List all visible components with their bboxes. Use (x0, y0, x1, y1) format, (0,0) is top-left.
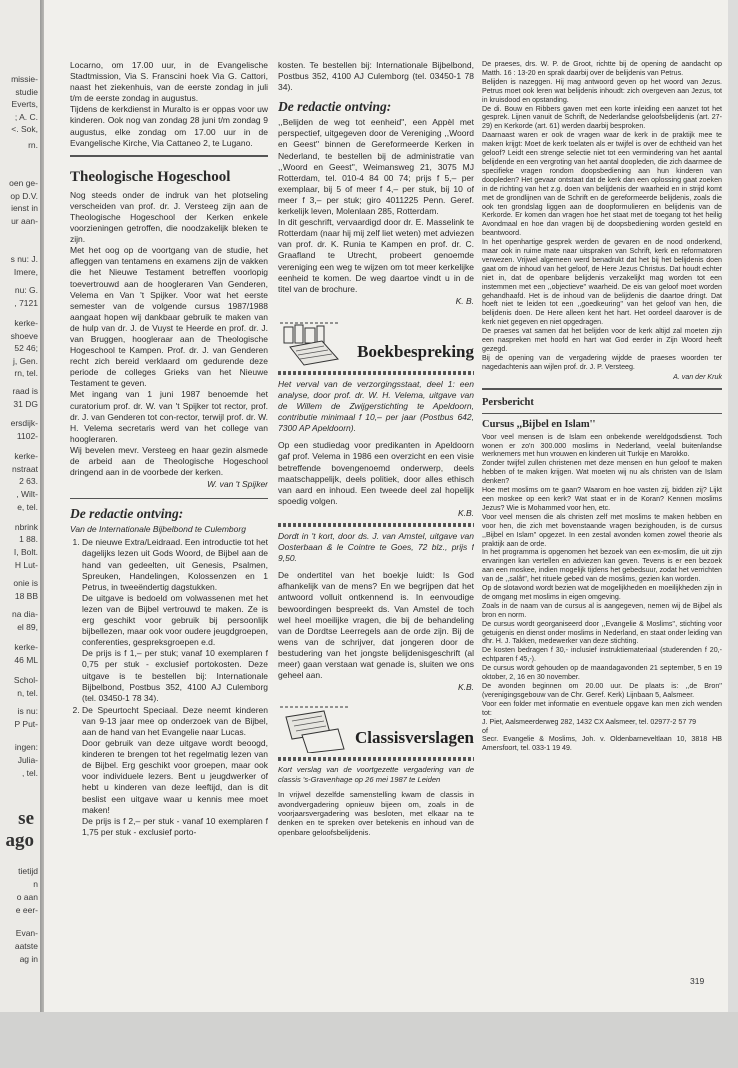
margin-fragment: missie- (11, 74, 38, 84)
hogeschool-heading: Theologische Hogeschool (70, 168, 231, 185)
margin-fragment: o aan (16, 892, 38, 902)
column-1 (70, 60, 268, 839)
margin-fragment: n (33, 879, 38, 889)
classis-paragraph-7: Bij de opening van de vergadering wijdde de praeses woorden ter nagedachtenis aan wijlen prof. dr. J. P. Versteeg. (482, 353, 722, 371)
margin-fragment: raad is (12, 386, 38, 396)
margin-fragment: rn. (28, 140, 38, 150)
margin-fragment: Imere, (13, 267, 38, 277)
margin-heading-fragment: se (18, 808, 34, 829)
section-divider (278, 757, 474, 761)
cursus-paragraph: Zoals in de naam van de cursus al is aangegeven, nemen wij de Bijbel als bron en norm. (482, 601, 722, 619)
persbericht-heading: Persbericht (482, 396, 534, 408)
margin-fragment: rn, tel. (14, 368, 38, 378)
signature-kb-2: K.B. (457, 507, 474, 518)
margin-fragment: P Put- (14, 719, 38, 729)
classis-paragraph-2: Belijden is nazeggen. Hij mag antwoord geven op het woord van Jezus. Petrus moet ook leren wat belijdenis inhoudt: zich overgeven aan Jezus, tot in kruisdood en opstanding. (482, 77, 722, 104)
margin-fragment: Everts, (11, 99, 38, 109)
redactie-heading-1: De redactie ontving: (70, 506, 184, 522)
hogeschool-paragraph-4: Wij bevelen mevr. Versteeg en haar gezin alsmede de arbeid aan de Theologische Hogeschool dringend aan in de voorbede der kerken. (70, 444, 268, 478)
margin-fragment: shoeve (10, 331, 38, 341)
margin-fragment: n, tel. (17, 688, 38, 698)
classis-signature: A. van der Kruk (673, 372, 722, 381)
classis-paragraph-3: De di. Bouw en Ribbers gaven met een korte inleiding een aanzet tot het gesprek. Lijnen vanuit de Schrift, de Nederlandse geloofsbelijdenis (art. 27-29) en Kerkorde (art. 61) werden daarbij besproken. (482, 104, 722, 131)
classis-paragraph-5: In het openhartige gesprek werden de gevaren en de nood onderkend, maar ook in ruime mate naar uitspraken van Schrift, kerk en reformatoren verwezen. Vrijwel algemeen werd benadrukt dat het bij het belijdenis doen gaat om de inhoud van het geloof, de Here Jezus Christus. Dat houdt echter niet in, dat de openbare belijdenis verzakelijkt mag worden tot een instemmen met een ,,objectieve'' waarheid. De eis van geloof moet worden gehandhaafd. Het is de inhoud van de belijdenis die daartoe dringt. Dat hoeft niet te leiden tot een ,,goedkeuring'' van het geloof van hen, die belijdenis doen. De Here alleen kent het hart. Het oordeel daarover is de kerk niet gegeven en niet opgedragen. (482, 238, 722, 327)
margin-fragment: ienst in (11, 203, 38, 213)
margin-fragment: ag in (19, 954, 38, 964)
margin-fragment: 31 DG (13, 399, 38, 409)
margin-fragment: na dia- (12, 609, 38, 619)
contact-address-1: J. Piet, Aalsmeerderweg 282, 1432 CX Aalsmeer, tel. 02977-2 57 79 (482, 717, 697, 726)
margin-fragment: ingen: (14, 742, 38, 752)
signature-kb-3: K.B. (457, 682, 474, 693)
velema-review-body: Op een studiedag voor predikanten in Apeldoorn gaf prof. Velema in 1986 een overzicht en een visie betreffende bovengenoemd onderwerp, deels maatschappelijk, deels politiek, door alles ethisch van aard en inhoud. Een tweede deel zal hopelijk spoedig volgen. (278, 440, 474, 506)
cursus-paragraph: In het programma is opgenomen het bezoek van een ex-moslim, die uit zijn ervaringen kan vertellen en adviezen kan geven. Tevens is er een bezoek aan een moskee, indien mogelijk tijdens het gebedsuur, zodat het verrichten van de ,,salât'', het rituele gebed van de moslims, gezien kan worden. (482, 548, 722, 584)
margin-fragment: Evan- (15, 928, 38, 938)
margin-fragment: oen ge- (9, 178, 38, 188)
redactie-subheading: Van de Internationale Bijbelbond te Culemborg (70, 524, 246, 535)
bijbelbond-continuation: kosten. Te bestellen bij: Internationale Bijbelbond, Postbus 352, 4100 AJ Culemborg (tel. 03450-1 78 34). (278, 60, 474, 93)
column-3 (482, 60, 722, 753)
section-divider (70, 498, 268, 499)
list-item (82, 537, 268, 703)
item1-paragraph-b: De uitgave is bedoeld om volwassenen met het lezen van de Bijbel vertrouwd te maken. Ze is erg geschikt voor gebruik bij persoonlijk bijbellezen, maar ook voor oudere jeugdgroepen, conferenties, gespreksgroepen e.d. (82, 592, 268, 648)
cursus-paragraph: Voor een folder met informatie en eventuele opgave kan men zich wenden tot: (482, 699, 722, 717)
margin-fragment: s nu: J. (10, 254, 38, 264)
margin-fragment: ur aan- (11, 216, 38, 226)
margin-fragment: Schol- (13, 675, 38, 685)
cursus-paragraph: Zonder twijfel zullen christenen met deze mensen en hun geloof te maken hebben of te maken krijgen. Wat moeten wij nu als christen van de Islam denken? (482, 459, 722, 486)
margin-fragment: 18 BB (14, 591, 38, 601)
classis-report-subtitle: Kort verslag van de voortgezette vergadering van de classis 's-Gravenhage op 26 mei 1987 te Leiden (278, 765, 474, 784)
margin-fragment: ersdijk- (10, 418, 38, 428)
classis-paragraph-6: De praeses vat samen dat het belijden voor de kerk altijd zal moeten zijn een naspreken met hoofd en hart wat God eerder in Zijn Woord heeft gezegd. (482, 327, 722, 353)
section-divider (482, 388, 722, 390)
margin-fragment: 2 63. (19, 476, 38, 486)
margin-fragment: kerke- (14, 318, 38, 328)
cursus-paragraph: De avonden beginnen om 20.00 uur. De plaats is: ,,de Bron'' (verenigingsgebouw van de Chr. Geref. Kerk) Lijnbaan 5, Aalsmeer. (482, 682, 722, 699)
margin-fragment: e, tel. (17, 502, 38, 512)
dordt-review-title: Dordt in 't kort, door ds. J. van Amstel, uitgave van Oosterbaan & le Cointre te Goes, 72 blz., prijs f 9,50. (278, 531, 474, 564)
margin-fragment: tietijd (18, 866, 38, 876)
list-item (82, 705, 268, 838)
item2-paragraph-b: Door gebruik van deze uitgave wordt beoogd, kinderen te brengen tot het regelmatig lezen van de Bijbel. Erg geschikt voor groepen, maar ook voor individuele lezers. Bent u jeugdwerker of hebt u kinderen van deze leeftijd, dan is dit beslist een uitgave waar u kennis mee moet maken! (82, 738, 268, 815)
item2-paragraph-a: 2. De Speurtocht Speciaal. Deze neemt kinderen van 9-13 jaar mee op onderzoek van de Bijbel, aan de hand van het Evangelie naar Lucas. (82, 704, 268, 737)
margin-heading-fragment: ago (5, 830, 34, 851)
margin-fragment: , 7121 (14, 298, 38, 308)
cursus-paragraph: Voor veel mensen is de Islam een onbekende wereldgodsdienst. Toch wonen er zo'n 300.000 moslims in Nederland, veelal buitenlandse werknemers met hun vrouwen en kinderen uit Turkije en Marokko. (482, 432, 722, 459)
hogeschool-paragraph-1: Nog steeds onder de indruk van het plotseling verscheiden van prof. dr. J. Versteeg zijn aan de Theologische Hogeschool der Kerken enkele voorzieningen getroffen, die noodzakelijk bleken te zijn. (70, 189, 268, 245)
hogeschool-signature: W. van 't Spijker (207, 479, 268, 490)
cursus-paragraph: Hoe met moslims om te gaan? Waarom en hoe vasten zij, bidden zij? Lijkt een moskee op een kerk? Wat staat er in de Koran? Kennen moslims Jezus? Wie is Mohammed voor hen, etc. (482, 486, 722, 512)
signature-kb: K. B. (455, 295, 474, 306)
locarno-paragraph: Locarno, om 17.00 uur, in de Evangelische Stadtmission, Via S. Franscini hoek Via G. Cattori, naast het ziekenhuis, van de eerste zondag in juli t/m de eerste zondag in augustus. (70, 60, 268, 104)
contact-address-2: Secr. Evangelie & Moslims, Joh. v. Oldenbarneveltlaan 10, 3818 HB Amersfoort, tel. 033-1 19 49. (482, 735, 722, 753)
section-divider (278, 523, 474, 527)
classis-report-intro: In vrijwel dezelfde samenstelling kwam de classis in avondvergadering opnieuw bijeen om, zoals in de voorjaarsvergadering was besloten, met elkaar na te denken en te spreken over betekenis en inhoud van de openbare geloofsbelijdenis. (278, 790, 474, 837)
margin-fragment: 1 88. (19, 534, 38, 544)
margin-fragment: , Wilt- (16, 489, 38, 499)
kerkdienst-paragraph: Tijdens de kerkdienst in Muralto is er oppas voor uw kinderen. Ook nog van zondag 28 juni t/m zondag 9 augustus, elke zondag om 17.00 uur in de Evangelische Kirche, Via Cattaneo 2, te Lugano. (70, 104, 268, 148)
cursus-paragraph: De kosten bedragen f 30,- inclusief instruktiemateriaal (studerenden f 20,- echtparen f 45,-). (482, 646, 722, 664)
margin-fragment: I, Bolt. (13, 547, 38, 557)
hogeschool-paragraph-2: Met het oog op de voortgang van de studie, het afleggen van tentamens en examens zijn de vakken die het Nieuwe Testament betreffen voorlopig toevertrouwd aan de hoogleraren Van Genderen, Velema en Van 't Spijker. Voor wat het eerste semester van de volgende cursus 1987/1988 aangaat hopen wij dankbaar gebruik te maken van de hulp van dr. J. de Vuyst te Heerde en prof. dr. J. van Bruggen, hoogleraar aan de Theologische Hogeschool te Kampen. Prof. dr. J. van Genderen recht zich bereid verklaard om gedurende deze periode de colleges Grieks van het Nieuwe Testament te geven. (70, 245, 268, 389)
boekbespreking-banner (278, 313, 474, 367)
margin-fragment: op D.V. (10, 191, 38, 201)
classis-paragraph-4: Daarnaast waren er ook de vragen waar de kerk in de praktijk mee te maken krijgt: Moet de kerk toelaten als er twijfel is over de echtheid van het geloof? Leidt een strenge selectie niet tot een vermindering van het aantal belijdende en een vergroting van het aantal doopleden, die zich daarmee de specifieke vragen rondom doopsbediening aan hun kinderen van doopleden? Het gevaar ontstaat dat de kerk dan een oplossing gaat zoeken in de richting van het z.g. doen van belijdenis der waarheid en in strijd komt met de grondlijnen van de Schrift en de gereformeerde belijdenis, zoals die ook ten grondslag liggen aan de doopformulieren en belijdenis van de Kerkorde. Er komen dan vragen hoe het staat met de toegang tot het heilig Avondmaal en hoe dan vragen bij de doopsbediening worden gesteld en beantwoord. (482, 131, 722, 238)
margin-fragment: H Lut- (14, 560, 38, 570)
scan-bottom-edge (0, 1012, 738, 1068)
margin-fragment: Julia- (17, 755, 38, 765)
margin-fragment: aatste (14, 941, 38, 951)
page-number: 319 (690, 976, 705, 986)
classisverslagen-banner (278, 699, 474, 753)
margin-fragment: studie (15, 87, 38, 97)
cursus-heading: Cursus ,,Bijbel en Islam'' (482, 418, 596, 430)
margin-fragment: j, Gen. (12, 356, 38, 366)
item1-paragraph-c: De prijs is f 1,– per stuk; vanaf 10 exemplaren f 0,75 per stuk - exclusief portokosten. Deze uitgave is te bestellen bij: Internationale Bijbelbond, Postbus 352, 4100 AJ Culemborg (tel. 03450-1 78 34). (82, 648, 268, 703)
margin-fragment: kerke- (14, 642, 38, 652)
classisverslagen-heading: Classisverslagen (355, 728, 474, 748)
cursus-paragraph: De cursus wordt georganiseerd door ,,Evangelie & Moslims'', stichting voor getuigenis en dienst onder moslims in Nederland, en staat onder leiding van dhr. H. J. Takken, medewerker van deze stichting. (482, 619, 722, 646)
cursus-paragraph: Op de slotavond wordt bezien wat de mogelijkheden en moeilijkheden zijn in de omgang met moslims in eigen omgeving. (482, 584, 722, 601)
margin-fragment: nstraat (12, 464, 38, 474)
dordt-review-body: De ondertitel van het boekje luidt: Is God afhankelijk van de mens? En we begrijpen dat het antwoord volluit ontkennend is. In eenvoudige bewoordingen bespreekt ds. Van Amstel de toch wel heel moeilijke vragen, die bij de behandeling van de Dordtse Leerregels aan de orde zijn. Bij de wens van de schrijver, dat jongeren door de bestudering van het jongste belijdenisgeschrift (al meer) gaan verstaan wat genade is, sluiten we ons geheel aan. (278, 570, 474, 681)
hogeschool-paragraph-3: Met ingang van 1 juni 1987 benoemde het curatorium prof. dr. W. van 't Spijker tot rector, prof. dr. J. van Genderen tot con-rector, terwijl prof. dr. W. H. Velema secretaris werd van het college van hoogleraren. (70, 389, 268, 444)
redactie-list (70, 537, 268, 838)
margin-fragment: 1102- (16, 431, 38, 441)
margin-fragment: <. Sok, (11, 124, 38, 134)
margin-fragment: 46 ML (14, 655, 38, 665)
margin-fragment: el 89, (17, 622, 38, 632)
margin-fragment: 52 46; (14, 343, 38, 353)
item1-paragraph-a: 1. De nieuwe Extra/Leidraad. Een introductie tot het dagelijks lezen uit Gods Woord, de Bijbel aan de hand van gedeelten, uit Genesis, Psalmen, Spreuken, Handelingen, Kolossenzen en 1 Petrus, in tweeëndertig dagstukken. (82, 537, 268, 592)
margin-fragment: e eer- (15, 905, 38, 915)
item2-paragraph-c: De prijs is f 2,– per stuk - vanaf 10 exemplaren f 1,75 per stuk - exclusief porto- (82, 815, 268, 837)
margin-fragment: nu: G. (14, 285, 38, 295)
margin-fragment: onie is (13, 578, 38, 588)
belijden-paragraph: ,,Belijden de weg tot eenheid'', een Appèl met perspectief, uitgegeven door de Vereniging ,,Woord en Geest'' binnen de Gereformeerde Kerken in Nederland, te bestellen bij de administratie van ,,Woord en Geest'', Weimansweg 21, 3075 MJ Rotterdam, tel. 010-4 84 00 74; prijs f 5,– per exemplaar, bij 5 of meer f 4,– per stuk, bij 10 of meer f 3,– per stuk; giro 4011225 Penn. Geref. kerkelijk leven, Molenlaan 285, Rotterdam. (278, 117, 474, 217)
contact-or: of (482, 726, 488, 735)
section-divider (70, 155, 268, 157)
cursus-paragraph: Voor veel mensen die als christen zelf met moslims te maken hebben en voor hen, die zich met bovenstaande vragen bezighouden, is de cursus ,,Bijbel en Islam'' opgezet. In een zestal avonden komen zowel theorie als praktijk aan de orde. (482, 512, 722, 548)
column-2 (278, 60, 474, 837)
margin-fragment: is nu: (17, 706, 38, 716)
section-divider (278, 371, 474, 375)
margin-fragment: ; A. C. (14, 112, 38, 122)
cursus-paragraph: De cursus wordt gehouden op de maandagavonden 21 september, 5 en 19 oktober, 2, 16 en 30 november. (482, 664, 722, 682)
classis-paragraph-1: De praeses, drs. W. P. de Groot, richtte bij de opening de aandacht op Matth. 16 : 13-20 en sprak daarbij over de belijdenis van Petrus. (482, 60, 722, 77)
section-divider (482, 413, 722, 414)
adjacent-page-edge (0, 0, 40, 1012)
verval-review-title: Het verval van de verzorgingsstaat, deel 1: een analyse, door prof. dr. W. H. Velema, uitgave van de Willem de Zwijgerstichting te Apeldoorn, contributie minimaal f 10,– per jaar (Postbus 642, 7300 AP Apeldoorn). (278, 378, 474, 434)
masselink-paragraph: In dit geschrift, vervaardigd door dr. E. Masselink te Rotterdam (naar hij mij zelf liet weten) met adviezen van prof. dr. K. Runia te Kampen en prof. dr. C. Graafland te Utrecht, probeert genoemde vereniging een weg te wijzen om tot meer kerkelijke eenheid te komen. De weg daartoe vindt u in de titel van de brochure. (278, 217, 474, 294)
margin-fragment: nbrink (14, 522, 38, 532)
margin-fragment: kerke- (14, 451, 38, 461)
margin-fragment: , tel. (21, 768, 38, 778)
redactie-heading-2: De redactie ontving: (278, 99, 392, 115)
boekbespreking-heading: Boekbespreking (357, 341, 474, 361)
